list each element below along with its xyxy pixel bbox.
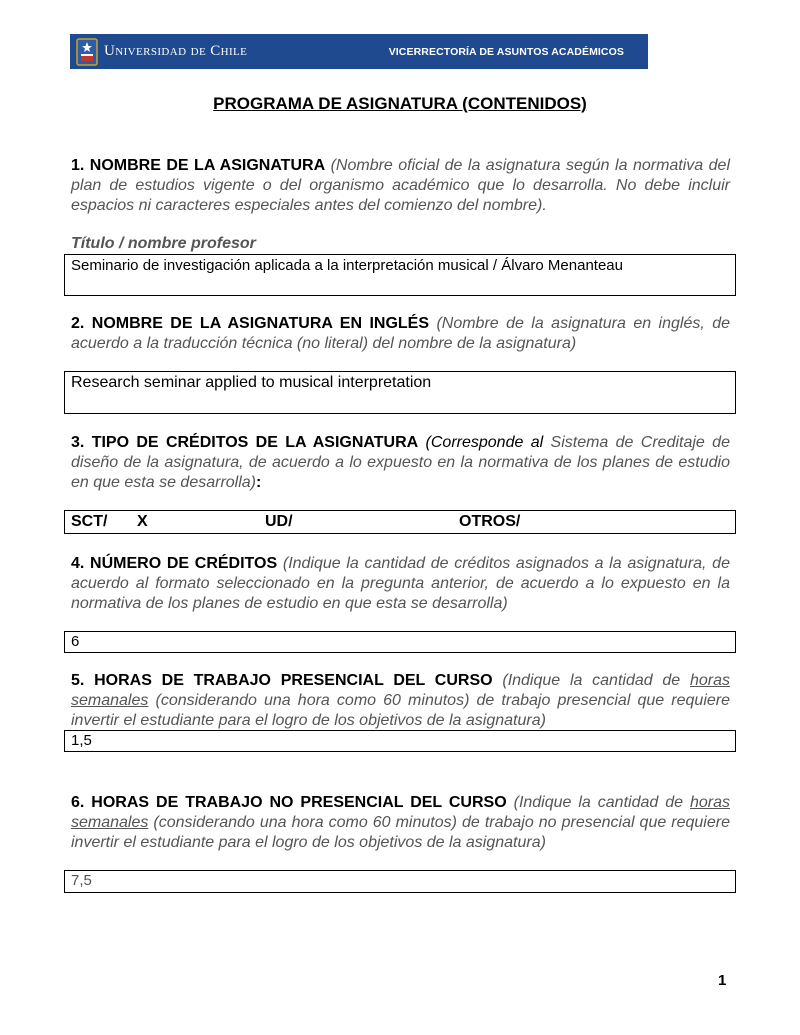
non-presential-hours-field[interactable] bbox=[64, 870, 736, 893]
section-2-heading: 2. NOMBRE DE LA ASIGNATURA EN INGLÉS bbox=[71, 315, 430, 332]
page-number: 1 bbox=[718, 972, 727, 989]
presential-hours-field[interactable] bbox=[64, 730, 736, 752]
header-banner bbox=[70, 34, 648, 69]
sct-mark: X bbox=[137, 513, 148, 530]
credits-number-field[interactable] bbox=[64, 631, 736, 653]
section-3-note-a: (Corresponde al bbox=[425, 434, 544, 451]
section-5-text bbox=[71, 671, 730, 731]
section-5-note-underlined: horas semanales bbox=[71, 672, 731, 709]
section-3-heading: 3. TIPO DE CRÉDITOS DE LA ASIGNATURA bbox=[71, 434, 419, 451]
title-professor-label: Título / nombre profesor bbox=[71, 235, 256, 252]
section-1-heading: 1. NOMBRE DE LA ASIGNATURA bbox=[71, 157, 326, 174]
section-3-text bbox=[71, 433, 730, 493]
presential-hours-value: 1,5 bbox=[71, 732, 92, 749]
page-title: PROGRAMA DE ASIGNATURA (CONTENIDOS) bbox=[213, 94, 587, 113]
course-name-field[interactable] bbox=[64, 254, 736, 296]
university-name: Universidad de Chile bbox=[104, 43, 248, 59]
credits-number-value: 6 bbox=[71, 633, 80, 650]
sct-label: SCT/ bbox=[71, 513, 108, 530]
section-4-heading: 4. NÚMERO DE CRÉDITOS bbox=[71, 555, 278, 572]
academic-affairs-unit: VICERRECTORÍA DE ASUNTOS ACADÉMICOS bbox=[388, 45, 624, 58]
section-5-note-b: (considerando una hora como 60 minutos) de trabajo presencial que requiere invertir el estudiante para el logro de los objetivos de la asignatura) bbox=[71, 692, 730, 729]
section-2-note: (Nombre de la asignatura en inglés, de acuerdo a la traducción técnica (no literal) del nombre de la asignatura) bbox=[71, 315, 730, 352]
english-name-value: Research seminar applied to musical interpretation bbox=[71, 374, 432, 391]
section-6-note-underlined: horas semanales bbox=[71, 794, 730, 831]
section-2-text bbox=[71, 314, 730, 354]
section-6-note-b: (considerando una hora como 60 minutos) de trabajo no presencial que requiere invertir el estudiante para el logro de los objetivos de la asignatura) bbox=[71, 814, 730, 851]
course-name-value: Seminario de investigación aplicada a la interpretación musical / Álvaro Menanteau bbox=[71, 257, 623, 274]
non-presential-hours-value: 7,5 bbox=[71, 872, 92, 889]
section-6-heading: 6. HORAS DE TRABAJO NO PRESENCIAL DEL CURSO bbox=[71, 794, 507, 811]
section-3-note-b: Sistema de Creditaje de diseño de la asignatura, de acuerdo a lo expuesto en la normativa de los planes de estudio en que esta se desarrolla) bbox=[71, 434, 730, 491]
section-5-note-a: (Indique la cantidad de bbox=[502, 672, 681, 689]
section-5-heading: 5. HORAS DE TRABAJO PRESENCIAL DEL CURSO bbox=[71, 672, 493, 689]
ud-label: UD/ bbox=[265, 513, 293, 530]
section-6-text bbox=[71, 793, 730, 853]
section-6-note-a: (Indique la cantidad de bbox=[513, 794, 684, 811]
otros-label: OTROS/ bbox=[459, 513, 521, 530]
english-name-field[interactable] bbox=[64, 371, 736, 414]
section-1-text bbox=[71, 156, 730, 216]
section-4-note: (Indique la cantidad de créditos asignados a la asignatura, de acuerdo al formato seleccionado en la pregunta anterior, de acuerdo a lo expuesto en la normativa de los planes de estudio en que esta se desarrolla) bbox=[71, 555, 730, 612]
section-3-colon: : bbox=[256, 474, 262, 491]
credit-type-field[interactable] bbox=[64, 510, 736, 534]
university-crest-icon bbox=[76, 38, 98, 66]
section-1-note: (Nombre oficial de la asignatura según la normativa del plan de estudios vigente o del organismo académico que lo desarrolla. No debe incluir espacios ni caracteres especiales antes del comienzo del nombre). bbox=[71, 157, 731, 214]
university-logo bbox=[76, 38, 247, 66]
section-4-text bbox=[71, 554, 730, 614]
